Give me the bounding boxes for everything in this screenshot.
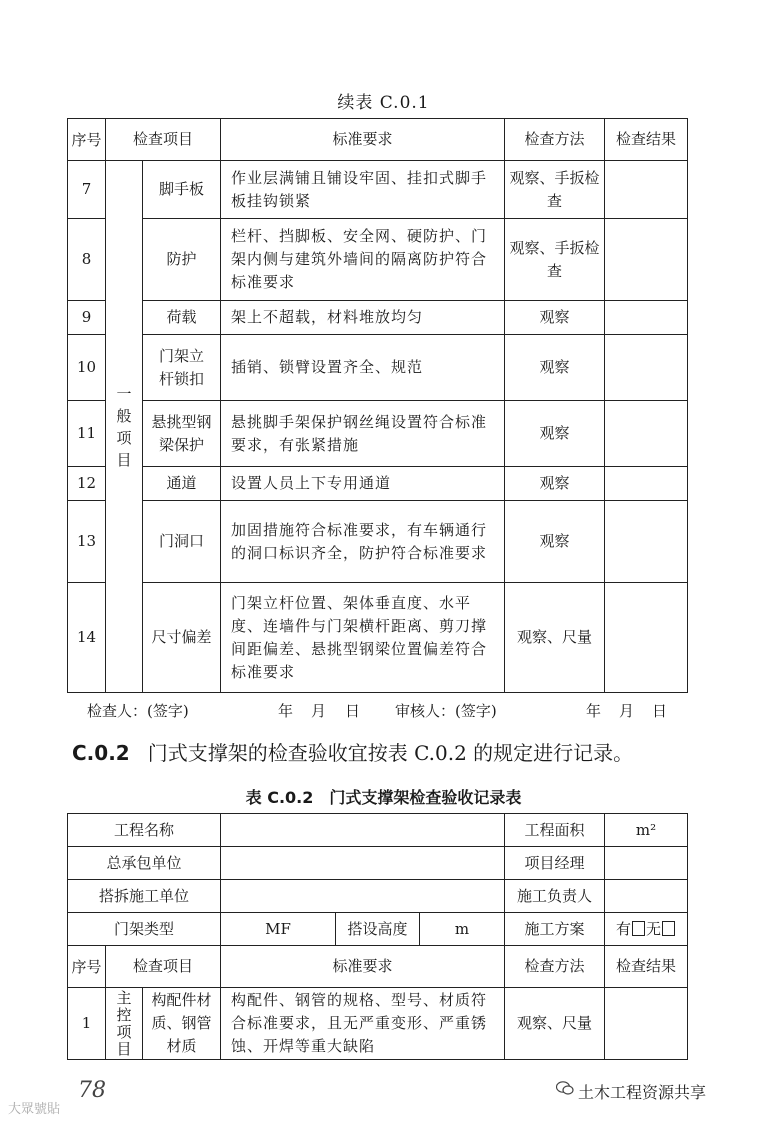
header-result: 检查结果	[605, 946, 688, 988]
group-main-control	[106, 988, 143, 1060]
row-no: 7	[68, 161, 106, 219]
row-method: 观察	[505, 467, 605, 501]
row-method: 观察	[505, 301, 605, 335]
header-req: 标准要求	[221, 119, 505, 161]
watermark-right: 土木工程资源共享	[578, 1083, 707, 1102]
plan-yes-checkbox[interactable]	[632, 921, 645, 936]
table-row	[68, 161, 688, 219]
row-item: 悬挑型钢梁保护	[143, 401, 221, 467]
header-method: 检查方法	[505, 119, 605, 161]
reviewer-signature-label: 审核人：(签字)	[395, 702, 497, 720]
row-result[interactable]	[605, 988, 688, 1060]
manager-label: 项目经理	[505, 847, 605, 880]
watermark-left: 大眾號貼	[8, 1102, 61, 1117]
row-method: 观察	[505, 401, 605, 467]
reviewer-month: 月	[619, 702, 635, 720]
header-no: 序号	[68, 946, 106, 988]
table-header-row	[68, 946, 688, 988]
row-result[interactable]	[605, 219, 688, 301]
checker-year: 年	[278, 702, 294, 720]
row-req: 悬挑脚手架保护钢丝绳设置符合标准要求，有张紧措施	[221, 401, 505, 467]
height-unit: m	[420, 913, 505, 946]
plan-no-checkbox[interactable]	[662, 921, 675, 936]
row-result[interactable]	[605, 301, 688, 335]
project-name-value[interactable]	[221, 814, 505, 847]
group-general	[106, 161, 143, 693]
row-method: 观察	[505, 501, 605, 583]
plan-options	[605, 913, 688, 946]
table2-title: 表 C.0.2 门式支撑架检查验收记录表	[245, 788, 522, 807]
row-no: 1	[68, 988, 106, 1060]
row-req: 栏杆、挡脚板、安全网、硬防护、门架内侧与建筑外墙间的隔离防护符合标准要求	[221, 219, 505, 301]
row-item: 门架立杆锁扣	[143, 335, 221, 401]
row-method: 观察	[505, 335, 605, 401]
inspection-table-continued	[67, 118, 688, 693]
row-item: 脚手板	[143, 161, 221, 219]
row-method: 观察、手扳检查	[505, 219, 605, 301]
header-method: 检查方法	[505, 946, 605, 988]
table-row	[68, 988, 688, 1060]
contractor-value[interactable]	[221, 847, 505, 880]
checker-signature-label: 检查人：(签字)	[87, 702, 189, 720]
row-method: 观察、尺量	[505, 988, 605, 1060]
height-label: 搭设高度	[336, 913, 420, 946]
page-number: 78	[78, 1078, 106, 1103]
row-req: 加固措施符合标准要求，有车辆通行的洞口标识齐全，防护符合标准要求	[221, 501, 505, 583]
row-result[interactable]	[605, 401, 688, 467]
row-item: 尺寸偏差	[143, 583, 221, 693]
plan-label: 施工方案	[505, 913, 605, 946]
info-row	[68, 913, 688, 946]
project-name-label: 工程名称	[68, 814, 221, 847]
support-frame-inspection-table	[67, 813, 688, 1060]
table-header-row	[68, 119, 688, 161]
row-result[interactable]	[605, 335, 688, 401]
table-row	[68, 219, 688, 301]
frame-type-label: 门架类型	[68, 913, 221, 946]
group-label: 一般项目	[116, 384, 132, 469]
project-area-unit: m²	[605, 814, 688, 847]
section-number: C.0.2	[72, 741, 130, 765]
row-result[interactable]	[605, 161, 688, 219]
row-req: 插销、锁臂设置齐全、规范	[221, 335, 505, 401]
row-req: 设置人员上下专用通道	[221, 467, 505, 501]
info-row	[68, 880, 688, 913]
row-item: 门洞口	[143, 501, 221, 583]
contractor-label: 总承包单位	[68, 847, 221, 880]
table-row	[68, 583, 688, 693]
table-row	[68, 335, 688, 401]
row-no: 12	[68, 467, 106, 501]
reviewer-day: 日	[652, 702, 668, 720]
row-item: 通道	[143, 467, 221, 501]
row-method: 观察、手扳检查	[505, 161, 605, 219]
header-item: 检查项目	[106, 946, 221, 988]
header-no: 序号	[68, 119, 106, 161]
row-method: 观察、尺量	[505, 583, 605, 693]
reviewer-year: 年	[586, 702, 602, 720]
install-lead-value[interactable]	[605, 880, 688, 913]
manager-value[interactable]	[605, 847, 688, 880]
group-label: 主控项目	[116, 988, 132, 1058]
row-result[interactable]	[605, 501, 688, 583]
row-no: 11	[68, 401, 106, 467]
row-req: 构配件、钢管的规格、型号、材质符合标准要求，且无严重变形、严重锈蚀、开焊等重大缺陷	[221, 988, 505, 1060]
row-no: 14	[68, 583, 106, 693]
row-item: 构配件材质、钢管材质	[143, 988, 221, 1060]
row-req: 作业层满铺且铺设牢固、挂扣式脚手板挂钩锁紧	[221, 161, 505, 219]
table-row	[68, 301, 688, 335]
header-result: 检查结果	[605, 119, 688, 161]
info-row	[68, 814, 688, 847]
install-lead-label: 施工负责人	[505, 880, 605, 913]
section-heading	[72, 737, 633, 766]
table-row	[68, 501, 688, 583]
row-req: 门架立杆位置、架体垂直度、水平度、连墙件与门架横杆距离、剪刀撑间距偏差、悬挑型钢梁位置偏差符合标准要求	[221, 583, 505, 693]
checker-day: 日	[345, 702, 361, 720]
table-title: 续表 C.0.1	[337, 93, 430, 113]
row-no: 9	[68, 301, 106, 335]
project-area-label: 工程面积	[505, 814, 605, 847]
row-result[interactable]	[605, 583, 688, 693]
install-unit-value[interactable]	[221, 880, 505, 913]
row-no: 10	[68, 335, 106, 401]
install-unit-label: 搭拆施工单位	[68, 880, 221, 913]
table-row	[68, 401, 688, 467]
row-item: 防护	[143, 219, 221, 301]
section-text: 门式支撑架的检查验收宜按表 C.0.2 的规定进行记录。	[147, 741, 634, 765]
wechat-icon	[556, 1081, 574, 1095]
row-req: 架上不超载，材料堆放均匀	[221, 301, 505, 335]
plan-yes-label: 有	[616, 919, 632, 938]
checker-month: 月	[311, 702, 327, 720]
row-item: 荷载	[143, 301, 221, 335]
plan-no-label: 无	[646, 919, 662, 938]
row-result[interactable]	[605, 467, 688, 501]
table-row	[68, 467, 688, 501]
frame-type-value: MF	[221, 913, 336, 946]
row-no: 13	[68, 501, 106, 583]
header-req: 标准要求	[221, 946, 505, 988]
header-item: 检查项目	[106, 119, 221, 161]
info-row	[68, 847, 688, 880]
row-no: 8	[68, 219, 106, 301]
